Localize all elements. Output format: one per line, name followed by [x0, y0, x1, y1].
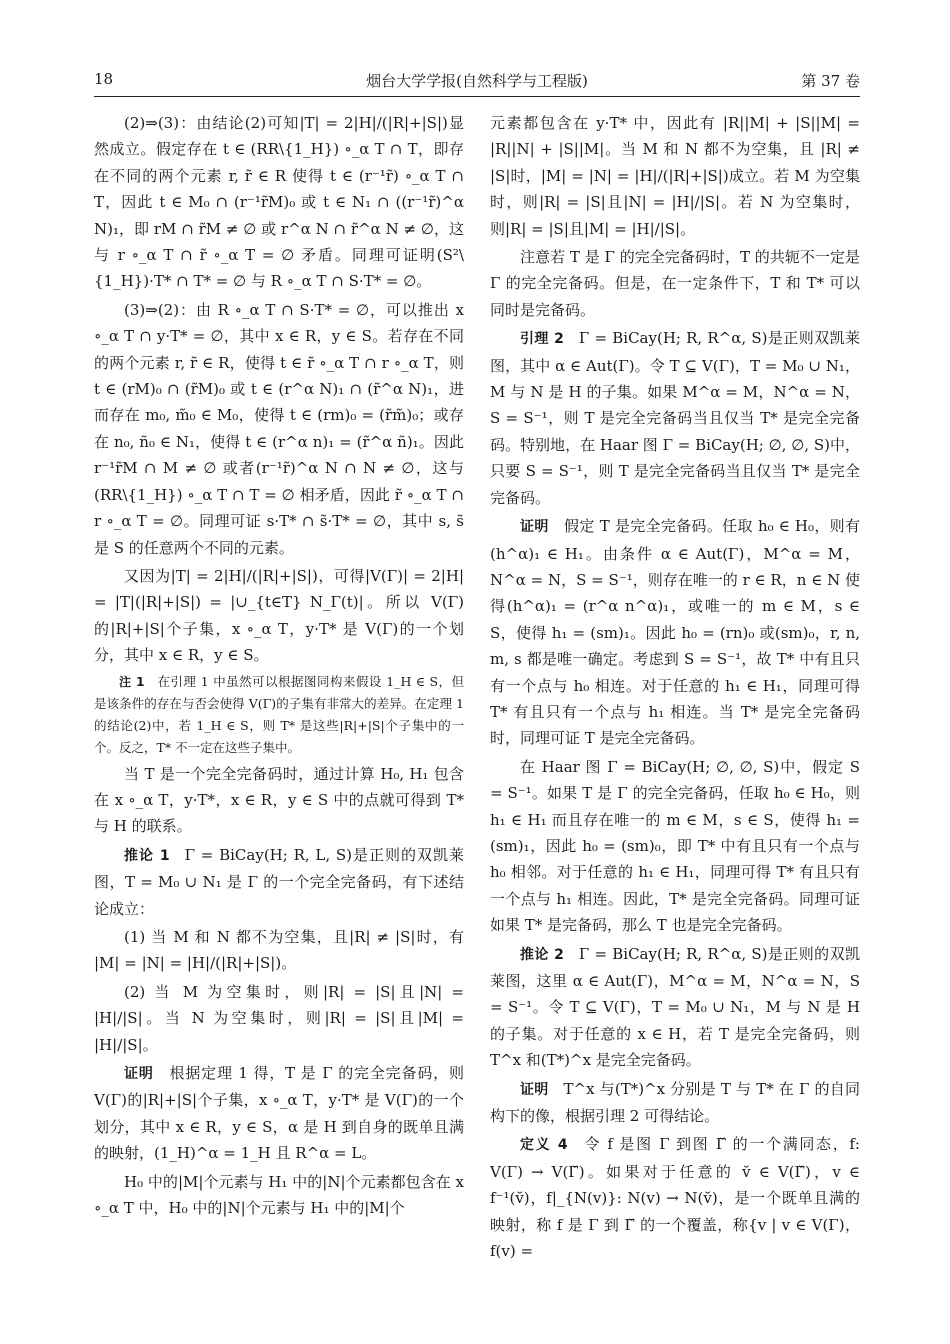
- body-paragraph: [490, 110, 860, 242]
- body-paragraph: [94, 297, 464, 561]
- paragraph-text: 在引理 1 中虽然可以根据图同构来假设 1_H ∈ S，但是该条件的存在与否会使得 V(Γ)的子集有非常大的差异。在定理 1 的结论(2)中，若 1_H ∈ S，则 T* 是这些|R|+|S|个子集中的一个。反之，T* 不一定在这些子集中。: [94, 673, 464, 755]
- body-paragraph: [490, 244, 860, 323]
- body-paragraph: [490, 1131, 860, 1264]
- paragraph-text: 当 T 是一个完全完备码时，通过计算 H₀, H₁ 包含在 x ∘_α T，y·T*，x ∈ R，y ∈ S 中的点就可得到 T* 与 H 的联系。: [94, 764, 464, 836]
- paragraph-lead: 证明: [520, 519, 549, 536]
- paragraph-text: (2) 当 M 为空集时，则|R| = |S|且|N| = |H|/|S|。当 N 为空集时，则|R| = |S|且|M| = |H|/|S|。: [94, 982, 464, 1054]
- body-paragraph: [490, 754, 860, 939]
- paragraph-text: Γ = BiCay(H; R, R^α, S)是正则的双凯莱图，这里 α ∈ Aut(Γ)，M^α = M，N^α = N，S = S⁻¹。令 T ⊆ V(Γ)，T = M₀ ∪ N₁，M 与 N 是 H 的子集。对于任意的 x ∈ H，若 T 是完全完备码，则 T^x 和(T*)^x 是完全完备码。: [490, 944, 860, 1070]
- body-paragraph: [94, 110, 464, 295]
- body-paragraph: [490, 941, 860, 1074]
- paragraph-text: 元素都包含在 y·T* 中，因此有 |R||M| + |S||M| = |R||N| + |S||M|。当 M 和 N 都不为空集，且 |R| ≠ |S|时，|M| = |N| = |H|/(|R|+|S|)成立。若 M 为空集时，则|R| = |S|且|N| = |H|/|S|。若 N 为空集时，则|R| = |S|且|M| = |H|/|S|。: [490, 114, 860, 238]
- running-header: [94, 64, 860, 97]
- paragraph-lead: 定义 4: [520, 1137, 568, 1154]
- paragraph-lead: 注 1: [119, 674, 145, 689]
- paragraph-text: 假定 T 是完全完备码。任取 h₀ ∈ H₀，则有(h^α)₁ ∈ H₁。由条件 α ∈ Aut(Γ)，M^α = M，N^α = N，S = S⁻¹，则存在唯一的 r ∈ R，n ∈ N 使得(h^α)₁ = (r^α n^α)₁，或唯一的 m ∈ M，s ∈ S，使得 h₁ = (sm)₁。因此 h₀ = (rn)₀ 或(sm)₀，r, n, m, s 都是唯一确定。考虑到 S = S⁻¹，故 T* 中有且只有一个点与 h₀ 相连。对于任意的 h₁ ∈ H₁，同理可得 T* 有且只有一个点与 h₁ 相连。当 T* 是完全完备码时，同理可证 T 是完全完备码。: [490, 517, 861, 748]
- body-paragraph: [490, 1076, 860, 1130]
- right-column: [490, 110, 860, 1266]
- paragraph-lead: 证明: [520, 1081, 549, 1098]
- page-number: 18: [94, 70, 114, 88]
- paragraph-text: 根据定理 1 得，T 是 Γ 的完全完备码，则 V(Γ)的|R|+|S|个子集，x ∘_α T，y·T* 是 V(Γ)的一个划分，其中 x ∈ R，y ∈ S，α 是 H 到自身的既单且满的映射，(1_H)^α = 1_H 且 R^α = L。: [94, 1064, 464, 1163]
- body-paragraph: [94, 563, 464, 669]
- body-paragraph: [94, 979, 464, 1058]
- paragraph-lead: 推论 1: [124, 847, 170, 864]
- paragraph-text: (1) 当 M 和 N 都不为空集，且|R| ≠ |S|时，有 |M| = |N| = |H|/(|R|+|S|)。: [94, 927, 464, 973]
- paragraph-text: Γ = BiCay(H; R, R^α, S)是正则双凯莱图，其中 α ∈ Aut(Γ)。令 T ⊆ V(Γ)，T = M₀ ∪ N₁，M 与 N 是 H 的子集。如果 M^α = M，N^α = N，S = S⁻¹，则 T 是完全完备码当且仅当 T* 是完全完备码。特别地，在 Haar 图 Γ = BiCay(H; ∅, ∅, S)中，只要 S = S⁻¹，则 T 是完全完备码当且仅当 T* 是完全完备码。: [490, 329, 860, 507]
- body-paragraph: [94, 761, 464, 840]
- paragraph-text: T^x 与(T*)^x 分别是 T 与 T* 在 Γ 的自同构下的像，根据引理 2 可得结论。: [490, 1079, 861, 1126]
- paragraph-text: (3)⇒(2)：由 R ∘_α T ∩ S·T* = ∅，可以推出 x ∘_α T ∩ y·T* = ∅，其中 x ∈ R，y ∈ S。若存在不同的两个元素 r, r̃ ∈ R，使得 t ∈ r̃ ∘_α T ∩ r ∘_α T，则 t ∈ (rM)₀ ∩ (r̃M)₀ 或 t ∈ (r^α N)₁ ∩ (r̃^α N)₁，进而存在 m₀, m̃₀ ∈ M₀，使得 t ∈ (rm)₀ = (r̃m̃)₀；或存在 n₀, ñ₀ ∈ N₁，使得 t ∈ (r^α n)₁ = (r̃^α ñ)₁。因此 r⁻¹r̃M ∩ M ≠ ∅ 或者(r⁻¹r̃)^α N ∩ N ≠ ∅，这与(RR\{1_H}) ∘_α T ∩ T = ∅ 相矛盾，因此 r̃ ∘_α T ∩ r ∘_α T = ∅。同理可证 s·T* ∩ s̃·T* = ∅，其中 s, s̃ 是 S 的任意两个不同的元素。: [94, 300, 464, 557]
- paragraph-lead: 证明: [124, 1066, 154, 1082]
- paragraph-text: (2)⇒(3)：由结论(2)可知|T| = 2|H|/(|R|+|S|)显然成立。假定存在 t ∈ (RR\{1_H}) ∘_α T ∩ T，即存在不同的两个元素 r, r̃ ∈ R 使得 t ∈ (r⁻¹r̃) ∘_α T ∩ T，因此 t ∈ M₀ ∩ (r⁻¹r̃M)₀ 或 t ∈ N₁ ∩ ((r⁻¹r̃)^α N)₁，即 rM ∩ r̃M ≠ ∅ 或 r^α N ∩ r̃^α N ≠ ∅，这与 r ∘_α T ∩ r̃ ∘_α T = ∅ 矛盾。同理可证明(S²\{1_H})·T* ∩ T* = ∅ 与 R ∘_α T ∩ S·T* = ∅。: [94, 114, 464, 291]
- volume-label: 第 37 卷: [801, 72, 860, 90]
- paragraph-text: 注意若 T 是 Γ 的完全完备码时，T 的共轭不一定是 Γ 的完全完备码。但是，在一定条件下，T 和 T* 可以同时是完备码。: [490, 248, 860, 319]
- paragraph-text: H₀ 中的|M|个元素与 H₁ 中的|N|个元素都包含在 x ∘_α T 中，H₀ 中的|N|个元素与 H₁ 中的|M|个: [94, 1172, 464, 1218]
- body-paragraph: [94, 1169, 464, 1222]
- body-paragraph: [94, 842, 464, 922]
- left-column: [94, 110, 464, 1223]
- paragraph-text: 又因为|T| = 2|H|/(|R|+|S|)，可得|V(Γ)| = 2|H| = |T|(|R|+|S|) = |∪_{t∈T} N_Γ(t)|。所以 V(Γ)的|R|+|S|个子集，x ∘_α T，y·T* 是 V(Γ)的一个划分，其中 x ∈ R，y ∈ S。: [94, 566, 464, 665]
- paragraph-text: 令 f 是图 Γ 到图 Γ̆ 的一个满同态，f: V(Γ) → V(Γ̆)。如果对于任意的 v̆ ∈ V(Γ̆)，v ∈ f⁻¹(v̆)，f|_{N(v)}: N(v) → N(v̆)，是一个既单且满的映射，称 f 是 Γ 到 Γ̆ 的一个覆盖，称{v | v ∈ V(Γ)，f(v) =: [490, 1135, 860, 1261]
- body-paragraph: [94, 924, 464, 977]
- body-paragraph: [490, 325, 860, 511]
- paragraph-lead: 推论 2: [520, 946, 564, 963]
- paragraph-lead: 引理 2: [520, 331, 564, 348]
- body-paragraph: [490, 513, 860, 752]
- paragraph-text: 在 Haar 图 Γ = BiCay(H; ∅, ∅, S)中，假定 S = S⁻¹。如果 T 是 Γ 的完全完备码，任取 h₀ ∈ H₀，则 h₁ ∈ H₁ 而且存在唯一的 m ∈ M，s ∈ S，使得 h₁ = (sm)₁，因此 h₀ = (sm)₀，即 T* 中有且只有一个点与 h₀ 相邻。对于任意的 h₁ ∈ H₁，同理可得 T* 有且只有一个点与 h₁ 相连。因此，T* 是完全完备码。同理可证如果 T* 是完备码，那么 T 也是完全完备码。: [490, 757, 860, 935]
- body-paragraph: [94, 1060, 464, 1167]
- paragraph-text: Γ = BiCay(H; R, L, S)是正则的双凯莱图，T = M₀ ∪ N₁ 是 Γ 的一个完全完备码，有下述结论成立：: [94, 845, 464, 918]
- journal-title: 烟台大学学报(自然科学与工程版): [366, 72, 588, 90]
- footnote-paragraph: [94, 671, 464, 759]
